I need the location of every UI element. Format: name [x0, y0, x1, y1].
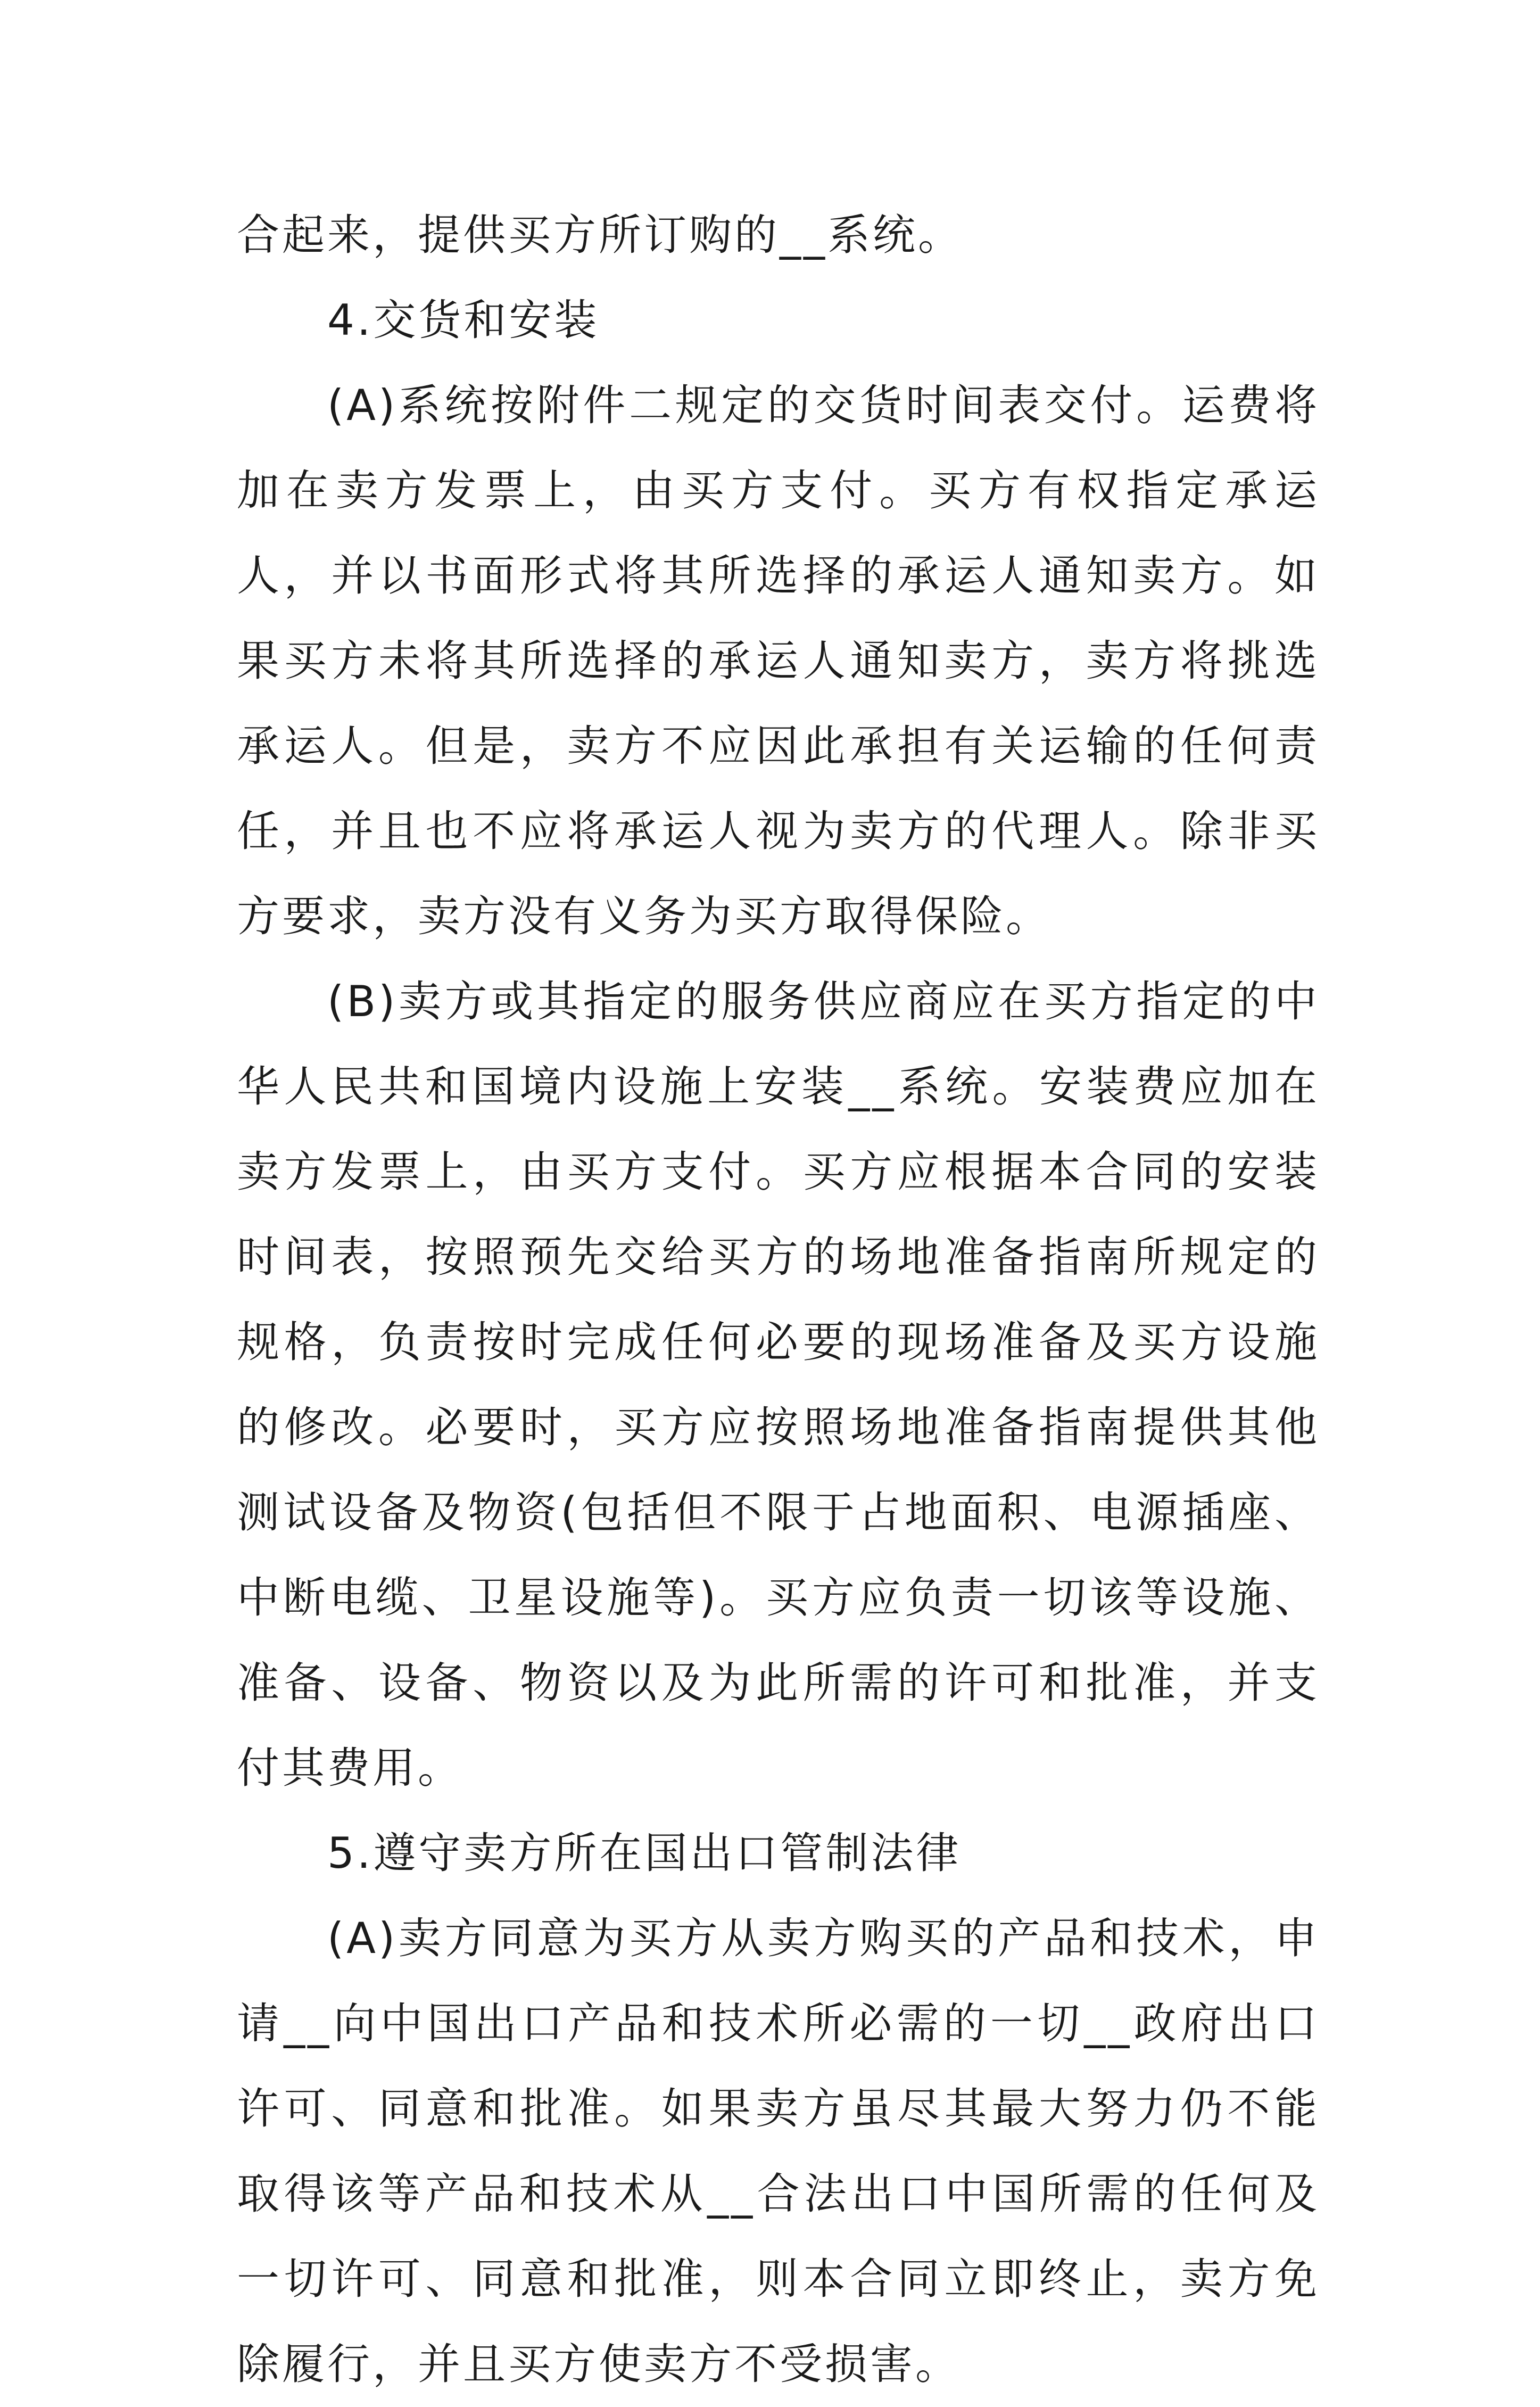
- section-heading-export-control: 5.遵守卖方所在国出口管制法律: [327, 1828, 962, 1878]
- paragraph-installation-b: (B)卖方或其指定的服务供应商应在买方指定的中华人民共和国境内设施上安装__系统。安装费应加在卖方发票上，由买方支付。买方应根据本合同的安装时间表，按照预先交给买方的场地准备指南所规定的规格，负责按时完成任何必要的现场准备及买方设施的修改。必要时，买方应按照场地准备指南提供其他测试设备及物资(包括但不限于占地面积、电源插座、中断电缆、卫星设施等)。买方应负责一切该等设施、准备、设备、物资以及为此所需的许可和批准，并支付其费用。: [237, 977, 1320, 1793]
- paragraph-delivery-a: (A)系统按附件二规定的交货时间表交付。运费将加在卖方发票上，由买方支付。买方有权指定承运人，并以书面形式将其所选择的承运人通知卖方。如果买方未将其所选择的承运人通知卖方，卖方将挑选承运人。但是，卖方不应因此承担有关运输的任何责任，并且也不应将承运人视为卖方的代理人。除非买方要求，卖方没有义务为买方取得保险。: [237, 381, 1320, 941]
- section-heading-delivery-installation: 4.交货和安装: [327, 295, 600, 345]
- paragraph-export-control-a: (A)卖方同意为买方从卖方购买的产品和技术，申请__向中国出口产品和技术所必需的一切__政府出口许可、同意和批准。如果卖方虽尽其最大努力仍不能取得该等产品和技术从__合法出口中国所需的任何及一切许可、同意和批准，则本合同立即终止，卖方免除履行，并且买方使卖方不受损害。: [237, 1914, 1320, 2389]
- paragraph-continuation: 合起来，提供买方所订购的__系统。: [237, 210, 963, 260]
- document-body: [237, 193, 1320, 2407]
